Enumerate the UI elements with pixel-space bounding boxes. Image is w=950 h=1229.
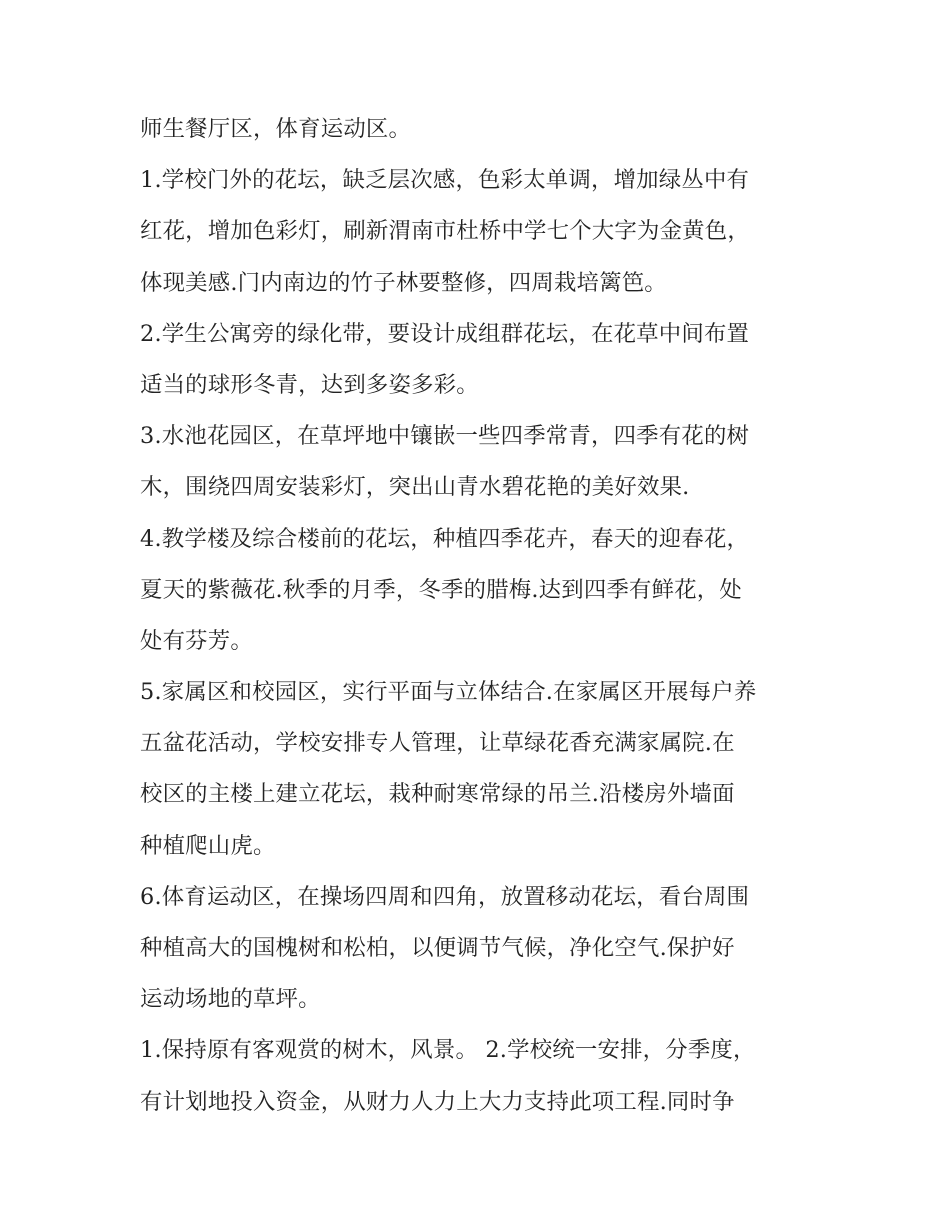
text-line: 师生餐厅区，体育运动区。 [140, 116, 412, 142]
text-line: 适当的球形冬青，达到多姿多彩。 [140, 371, 479, 398]
text-line: 处有芬芳。 [140, 627, 253, 654]
text-line: 4.教学楼及综合楼前的花坛，种植四季花卉，春天的迎春花， [140, 525, 750, 552]
text-line: 种植爬山虎。 [140, 832, 276, 859]
text-line: 运动场地的草坪。 [140, 986, 321, 1013]
text-line: 有计划地投入资金，从财力人力上大力支持此项工程.同时争 [140, 1088, 735, 1115]
text-line: 3.水池花园区，在草坪地中镶嵌一些四季常青，四季有花的树 [140, 423, 750, 450]
text-line: 5.家属区和校园区，实行平面与立体结合.在家属区开展每户养 [140, 679, 757, 706]
text-line: 1.保持原有客观赏的树木，风景。 2.学校统一安排，分季度， [140, 1037, 756, 1064]
text-line: 红花，增加色彩灯，刷新渭南市杜桥中学七个大字为金黄色， [140, 218, 750, 245]
text-line: 2.学生公寓旁的绿化带，要设计成组群花坛，在花草中间布置 [140, 320, 750, 347]
text-line: 夏天的紫薇花.秋季的月季，冬季的腊梅.达到四季有鲜花，处 [140, 576, 742, 603]
text-line: 体现美感.门内南边的竹子林要整修，四周栽培篱笆。 [140, 269, 667, 296]
text-line: 木，围绕四周安装彩灯，突出山青水碧花艳的美好效果. [140, 474, 690, 501]
document-body [140, 104, 820, 1128]
text-line: 五盆花活动，学校安排专人管理，让草绿花香充满家属院.在 [140, 730, 735, 757]
text-line: 种植高大的国槐树和松柏，以便调节气候，净化空气.保护好 [140, 935, 735, 961]
text-line: 1.学校门外的花坛，缺乏层次感，色彩太单调，增加绿丛中有 [140, 167, 750, 194]
text-line: 校区的主楼上建立花坛，栽种耐寒常绿的吊兰.沿楼房外墙面 [140, 781, 735, 808]
text-line: 6.体育运动区，在操场四周和四角，放置移动花坛，看台周围 [140, 883, 750, 910]
